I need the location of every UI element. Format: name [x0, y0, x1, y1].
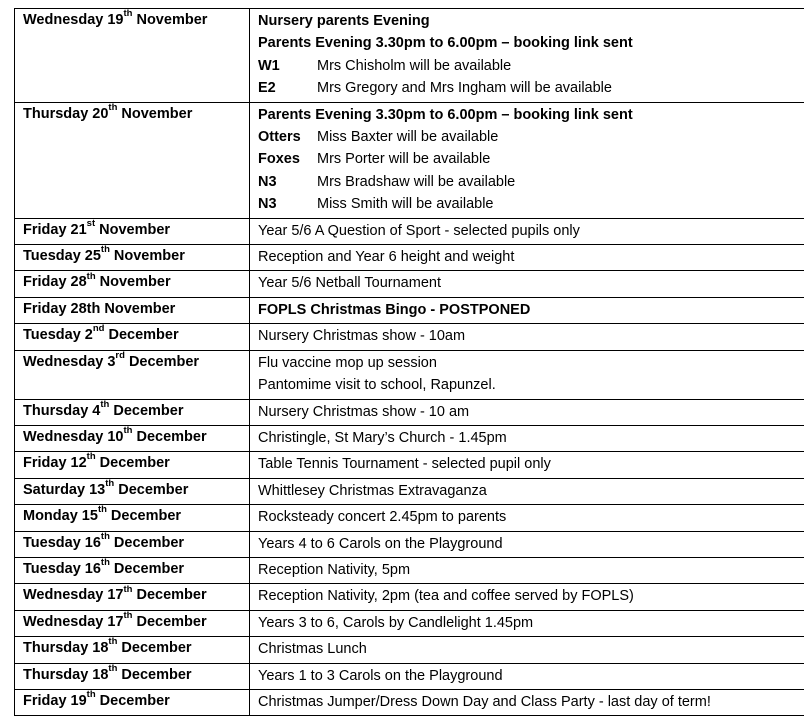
event-description-line [258, 220, 804, 242]
event-date-day: Monday 15 [23, 508, 98, 524]
event-date-day: Thursday 18 [23, 640, 108, 656]
event-date-month: December [117, 667, 191, 683]
event-text: Miss Baxter will be available [317, 129, 498, 145]
event-text: Whittlesey Christmas Extravaganza [258, 483, 487, 499]
event-description-line [258, 246, 804, 268]
event-description-line [258, 352, 804, 374]
event-date [15, 557, 250, 583]
events-table-body [15, 9, 804, 716]
event-date-suffix: th [108, 102, 117, 113]
event-row [15, 689, 804, 715]
event-date-suffix: th [87, 452, 96, 463]
event-description [250, 102, 804, 218]
event-row [15, 557, 804, 583]
event-description [250, 637, 804, 663]
event-text: Christmas Lunch [258, 641, 367, 657]
event-description-line [258, 585, 804, 607]
event-date-suffix: th [100, 399, 109, 410]
event-date-day: Thursday 20 [23, 106, 108, 122]
event-text: Mrs Bradshaw will be available [317, 174, 515, 190]
event-description [250, 425, 804, 451]
event-description-line [258, 665, 804, 687]
event-date-day: Tuesday 2 [23, 327, 93, 343]
event-text: Reception Nativity, 2pm (tea and coffee served by FOPLS) [258, 588, 634, 604]
event-date-month: November [95, 222, 170, 238]
class-name: W1 [258, 55, 317, 77]
event-row [15, 531, 804, 557]
event-date-month: December [110, 561, 184, 577]
event-date-month: November [96, 274, 171, 290]
event-date-suffix: rd [115, 350, 125, 361]
event-date [15, 689, 250, 715]
event-date [15, 102, 250, 218]
event-row [15, 478, 804, 504]
event-date-day: Saturday 13 [23, 482, 105, 498]
event-text: Nursery parents Evening [258, 13, 430, 29]
event-description-line [258, 453, 804, 475]
staff-availability-line [258, 193, 804, 215]
event-date [15, 350, 250, 399]
event-description [250, 478, 804, 504]
event-row [15, 663, 804, 689]
event-date-month: December [109, 403, 183, 419]
event-date-suffix: th [98, 505, 107, 516]
event-description-line [258, 32, 804, 54]
event-text: Christmas Jumper/Dress Down Day and Class Party - last day of term! [258, 694, 711, 710]
event-date-suffix: th [123, 610, 132, 621]
event-row [15, 245, 804, 271]
event-description-line [258, 299, 804, 321]
event-description [250, 9, 804, 103]
event-date [15, 425, 250, 451]
staff-availability-line [258, 55, 804, 77]
event-description [250, 350, 804, 399]
event-row [15, 324, 804, 350]
event-row [15, 584, 804, 610]
event-description-line [258, 480, 804, 502]
event-date-month: December [117, 640, 191, 656]
event-row [15, 297, 804, 323]
event-date-suffix: th [105, 478, 114, 489]
event-text: Nursery Christmas show - 10am [258, 328, 465, 344]
event-row [15, 425, 804, 451]
event-date-day: Wednesday 10 [23, 429, 123, 445]
event-row [15, 350, 804, 399]
event-date-day: Friday 12 [23, 455, 87, 471]
event-date-month: November [110, 248, 185, 264]
event-date-suffix: th [123, 425, 132, 436]
event-description [250, 245, 804, 271]
event-date [15, 584, 250, 610]
event-date-suffix: th [101, 557, 110, 568]
event-date [15, 637, 250, 663]
event-description-line [258, 401, 804, 423]
event-text: Reception and Year 6 height and weight [258, 249, 514, 265]
event-description [250, 218, 804, 244]
class-name: Otters [258, 126, 317, 148]
event-date [15, 218, 250, 244]
event-text: Parents Evening 3.30pm to 6.00pm – booking link sent [258, 107, 633, 123]
class-name: N3 [258, 193, 317, 215]
event-description [250, 689, 804, 715]
event-description-line [258, 559, 804, 581]
event-row [15, 271, 804, 297]
class-name: Foxes [258, 148, 317, 170]
event-date-month: December [114, 482, 188, 498]
event-text: Mrs Gregory and Mrs Ingham will be available [317, 80, 612, 96]
event-date-month: November [132, 12, 207, 28]
event-description-line [258, 325, 804, 347]
event-row [15, 637, 804, 663]
event-description [250, 584, 804, 610]
event-description [250, 297, 804, 323]
event-date [15, 297, 250, 323]
event-description-line [258, 10, 804, 32]
event-description [250, 557, 804, 583]
event-date-month: December [104, 327, 178, 343]
event-text: Table Tennis Tournament - selected pupil only [258, 456, 551, 472]
event-date-day: Wednesday 3 [23, 354, 115, 370]
event-date-suffix: th [108, 637, 117, 648]
event-text: Pantomime visit to school, Rapunzel. [258, 377, 496, 393]
event-row [15, 452, 804, 478]
event-date-suffix: th [87, 271, 96, 282]
event-date-day: Friday 28th November [23, 301, 175, 317]
event-description [250, 399, 804, 425]
event-date [15, 9, 250, 103]
event-date [15, 610, 250, 636]
staff-availability-line [258, 171, 804, 193]
event-description [250, 663, 804, 689]
event-text: Mrs Chisholm will be available [317, 58, 511, 74]
event-text: Years 3 to 6, Carols by Candlelight 1.45pm [258, 615, 533, 631]
event-text: Reception Nativity, 5pm [258, 562, 410, 578]
event-row [15, 102, 804, 218]
event-date-day: Friday 19 [23, 693, 87, 709]
event-date [15, 663, 250, 689]
event-text: Rocksteady concert 2.45pm to parents [258, 509, 506, 525]
event-date-suffix: st [87, 218, 95, 229]
event-date-month: December [110, 535, 184, 551]
event-date-suffix: th [101, 245, 110, 256]
class-name: E2 [258, 77, 317, 99]
event-date-day: Friday 28 [23, 274, 87, 290]
event-date [15, 478, 250, 504]
event-description-line [258, 533, 804, 555]
event-date [15, 399, 250, 425]
event-text: Years 4 to 6 Carols on the Playground [258, 536, 503, 552]
event-description [250, 271, 804, 297]
event-row [15, 218, 804, 244]
event-date-month: December [96, 693, 170, 709]
event-date-month: December [125, 354, 199, 370]
event-text: Miss Smith will be available [317, 196, 493, 212]
events-table [14, 8, 804, 716]
event-date-day: Thursday 18 [23, 667, 108, 683]
event-date-month: December [107, 508, 181, 524]
event-text: Parents Evening 3.30pm to 6.00pm – booking link sent [258, 35, 633, 51]
event-description-line [258, 506, 804, 528]
event-text: Years 1 to 3 Carols on the Playground [258, 668, 503, 684]
event-text: Mrs Porter will be available [317, 151, 490, 167]
event-row [15, 505, 804, 531]
event-description-line [258, 638, 804, 660]
event-date [15, 505, 250, 531]
event-date [15, 452, 250, 478]
event-date-day: Tuesday 16 [23, 561, 101, 577]
class-name: N3 [258, 171, 317, 193]
event-description-line [258, 104, 804, 126]
event-date-day: Friday 21 [23, 222, 87, 238]
event-text: Flu vaccine mop up session [258, 355, 437, 371]
event-description-line [258, 272, 804, 294]
event-description-line [258, 427, 804, 449]
event-text: Year 5/6 Netball Tournament [258, 275, 441, 291]
event-date-suffix: nd [93, 324, 105, 335]
event-description-line [258, 374, 804, 396]
event-date-suffix: th [123, 584, 132, 595]
event-date-month: November [117, 106, 192, 122]
event-text: Nursery Christmas show - 10 am [258, 404, 469, 420]
event-row [15, 9, 804, 103]
event-date-suffix: th [108, 663, 117, 674]
event-description-line [258, 691, 804, 713]
event-description [250, 610, 804, 636]
event-description [250, 324, 804, 350]
event-text: FOPLS Christmas Bingo - POSTPONED [258, 302, 530, 318]
event-description [250, 531, 804, 557]
event-text: Year 5/6 A Question of Sport - selected pupils only [258, 223, 580, 239]
event-date-suffix: th [123, 9, 132, 20]
event-date-suffix: th [87, 689, 96, 700]
event-date-month: December [132, 614, 206, 630]
event-date [15, 271, 250, 297]
staff-availability-line [258, 126, 804, 148]
event-date-day: Wednesday 17 [23, 614, 123, 630]
event-row [15, 610, 804, 636]
event-date-day: Wednesday 19 [23, 12, 123, 28]
event-date-day: Tuesday 25 [23, 248, 101, 264]
event-date-day: Thursday 4 [23, 403, 100, 419]
event-description [250, 452, 804, 478]
event-text: Christingle, St Mary’s Church - 1.45pm [258, 430, 507, 446]
event-date-month: December [132, 429, 206, 445]
event-date-day: Tuesday 16 [23, 535, 101, 551]
event-date-month: December [132, 587, 206, 603]
event-date-suffix: th [101, 531, 110, 542]
staff-availability-line [258, 77, 804, 99]
event-description-line [258, 612, 804, 634]
event-date [15, 245, 250, 271]
event-date [15, 531, 250, 557]
staff-availability-line [258, 148, 804, 170]
event-date-month: December [96, 455, 170, 471]
event-description [250, 505, 804, 531]
event-row [15, 399, 804, 425]
event-date [15, 324, 250, 350]
event-date-day: Wednesday 17 [23, 587, 123, 603]
